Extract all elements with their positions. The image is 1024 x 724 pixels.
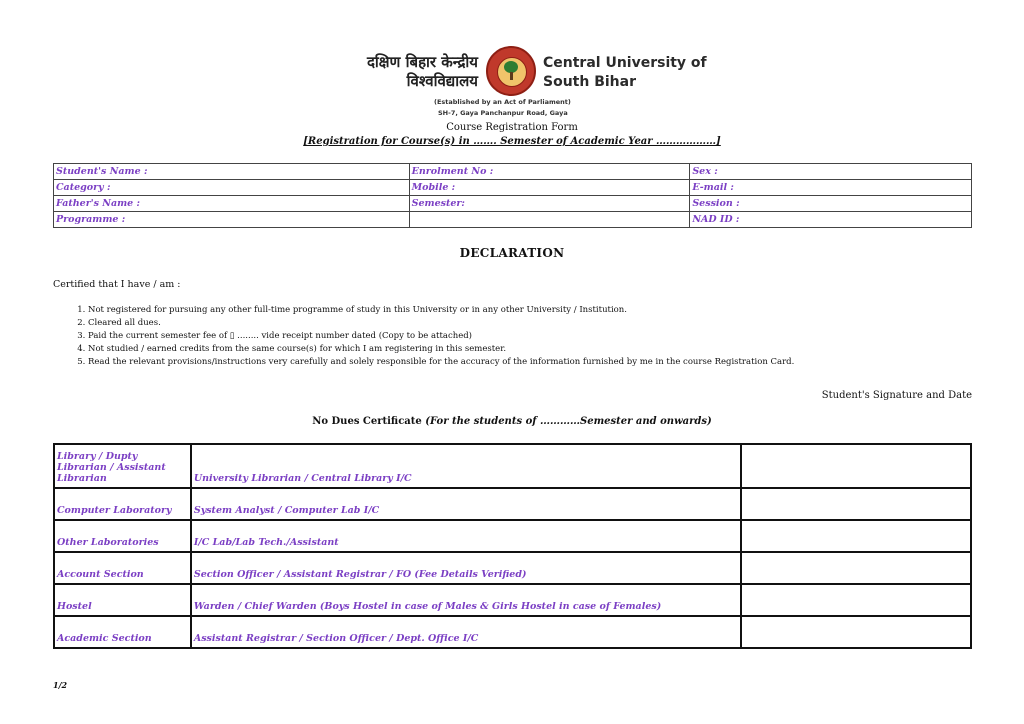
signature-cell[interactable] (741, 552, 971, 584)
student-info-table (53, 163, 972, 228)
authority-cell: I/C Lab/Lab Tech./Assistant (191, 520, 741, 552)
enrolment-no-field[interactable]: Enrolment No : (409, 164, 690, 180)
empty-field (409, 212, 690, 228)
authority-cell: System Analyst / Computer Lab I/C (191, 488, 741, 520)
table-row (54, 180, 972, 196)
table-row (54, 488, 971, 520)
hindi-line-2: विश्वविद्यालय (406, 72, 478, 90)
table-row (54, 552, 971, 584)
no-dues-table (53, 443, 972, 649)
authority-cell: University Librarian / Central Library I/C (191, 444, 741, 488)
no-dues-note: (For the students of …………Semester and onwards) (425, 416, 712, 427)
signature-cell[interactable] (741, 584, 971, 616)
no-dues-title (0, 416, 1024, 427)
signature-cell[interactable] (741, 616, 971, 648)
authority-cell: Assistant Registrar / Section Officer / Dept. Office I/C (191, 616, 741, 648)
list-item: 3. Paid the current semester fee of ▯ ........ vide receipt number dated (Copy to be attached) (88, 330, 794, 343)
signature-cell[interactable] (741, 488, 971, 520)
section-cell: Other Laboratories (54, 520, 191, 552)
address: SH-7, Gaya Panchanpur Road, Gaya (438, 109, 568, 117)
semester-field[interactable]: Semester: (409, 196, 690, 212)
table-row (54, 164, 972, 180)
list-item: 1. Not registered for pursuing any other full-time programme of study in this University or in any other University / Institution. (88, 304, 794, 317)
list-item: 4. Not studied / earned credits from the same course(s) for which I am registering in this semester. (88, 343, 794, 356)
university-logo (486, 46, 536, 96)
signature-cell[interactable] (741, 520, 971, 552)
list-item: 2. Cleared all dues. (88, 317, 794, 330)
sex-field[interactable]: Sex : (690, 164, 972, 180)
mobile-field[interactable]: Mobile : (409, 180, 690, 196)
email-field[interactable]: E-mail : (690, 180, 972, 196)
programme-field[interactable]: Programme : (54, 212, 410, 228)
section-cell: Academic Section (54, 616, 191, 648)
father-name-field[interactable]: Father's Name : (54, 196, 410, 212)
section-cell: Account Section (54, 552, 191, 584)
table-row (54, 444, 971, 488)
no-dues-heading: No Dues Certificate (312, 416, 422, 427)
certified-text: Certified that I have / am : (53, 279, 181, 290)
form-subtitle: [Registration for Course(s) in ……. Semester of Academic Year ………………] (303, 136, 721, 147)
declaration-list (53, 304, 794, 369)
table-row (54, 520, 971, 552)
university-name-hindi (330, 53, 478, 91)
page-number: 1/2 (53, 680, 68, 690)
student-name-field[interactable]: Student's Name : (54, 164, 410, 180)
hindi-line-1: दक्षिण बिहार केन्द्रीय (366, 53, 478, 71)
section-cell: Computer Laboratory (54, 488, 191, 520)
authority-cell: Warden / Chief Warden (Boys Hostel in case of Males & Girls Hostel in case of Females) (191, 584, 741, 616)
english-line-2: South Bihar (543, 74, 636, 90)
table-row (54, 584, 971, 616)
category-field[interactable]: Category : (54, 180, 410, 196)
established-note: (Established by an Act of Parliament) (434, 98, 571, 106)
university-name-english (543, 54, 707, 92)
section-cell: Library / Dupty Librarian / Assistant Librarian (54, 444, 191, 488)
declaration-title: DECLARATION (459, 246, 565, 260)
table-row (54, 196, 972, 212)
form-title: Course Registration Form (446, 122, 578, 133)
english-line-1: Central University of (543, 55, 707, 71)
table-row (54, 616, 971, 648)
table-row (54, 212, 972, 228)
authority-cell: Section Officer / Assistant Registrar / FO (Fee Details Verified) (191, 552, 741, 584)
list-item: 5. Read the relevant provisions/instructions very carefully and solely responsible for the accuracy of the information furnished by me in the course Registration Card. (88, 356, 794, 369)
signature-cell[interactable] (741, 444, 971, 488)
section-cell: Hostel (54, 584, 191, 616)
student-signature-label: Student's Signature and Date (821, 390, 972, 401)
session-field[interactable]: Session : (690, 196, 972, 212)
nad-id-field[interactable]: NAD ID : (690, 212, 972, 228)
